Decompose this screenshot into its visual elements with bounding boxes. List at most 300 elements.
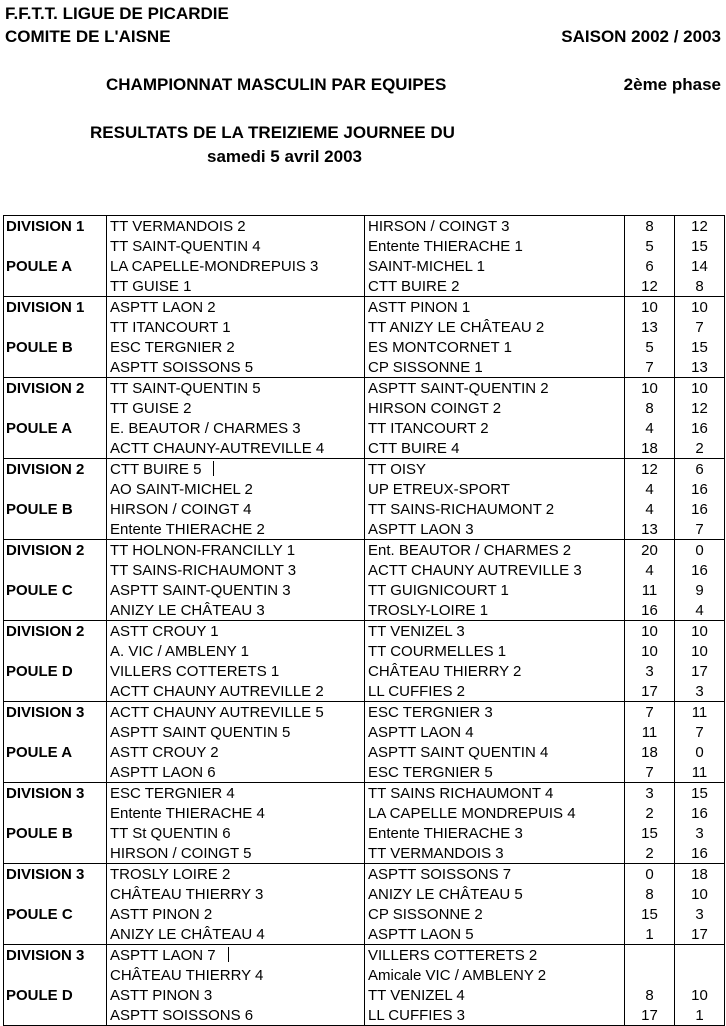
poule-label: POULE C	[4, 580, 107, 600]
match-row	[4, 803, 725, 823]
home-score: 7	[625, 762, 675, 783]
away-team: TT SAINS RICHAUMONT 4	[365, 783, 625, 804]
home-team: TROSLY LOIRE 2	[110, 865, 231, 883]
home-team-cell	[107, 236, 365, 256]
match-row	[4, 438, 725, 459]
away-score: 7	[675, 317, 725, 337]
match-row	[4, 479, 725, 499]
empty-label-cell	[4, 317, 107, 337]
match-row	[4, 236, 725, 256]
home-score: 11	[625, 722, 675, 742]
home-score: 10	[625, 621, 675, 642]
away-team: TT ANIZY LE CHÂTEAU 2	[365, 317, 625, 337]
match-row	[4, 965, 725, 985]
away-team: ACTT CHAUNY AUTREVILLE 3	[365, 560, 625, 580]
home-team: Entente THIERACHE 4	[110, 804, 265, 822]
division-label: DIVISION 3	[4, 945, 107, 966]
home-team: TT GUISE 2	[110, 399, 192, 417]
home-team: ASTT PINON 2	[110, 905, 213, 923]
home-score: 6	[625, 256, 675, 276]
division-label: DIVISION 1	[4, 297, 107, 318]
match-row	[4, 641, 725, 661]
home-team-cell	[107, 823, 365, 843]
home-team-cell	[107, 459, 365, 480]
home-score: 16	[625, 600, 675, 621]
home-team: ASPTT LAON 6	[110, 763, 216, 781]
home-team: ASTT PINON 3	[110, 986, 213, 1004]
home-score: 2	[625, 803, 675, 823]
away-team: ESC TERGNIER 5	[365, 762, 625, 783]
home-team: Entente THIERACHE 2	[110, 520, 265, 538]
away-score: 10	[675, 297, 725, 318]
away-team: ASPTT SAINT-QUENTIN 2	[365, 378, 625, 399]
home-team: ASPTT LAON 2	[110, 298, 216, 316]
away-team: ASTT PINON 1	[365, 297, 625, 318]
away-score: 0	[675, 742, 725, 762]
home-team-cell	[107, 803, 365, 823]
home-team: ANIZY LE CHÂTEAU 3	[110, 601, 265, 619]
match-row	[4, 216, 725, 237]
away-team: TT COURMELLES 1	[365, 641, 625, 661]
results-title: RESULTATS DE LA TREIZIEME JOURNEE DU	[90, 123, 455, 142]
home-team-cell	[107, 702, 365, 723]
poule-label: POULE A	[4, 256, 107, 276]
home-score: 17	[625, 681, 675, 702]
away-score: 16	[675, 418, 725, 438]
empty-label-cell	[4, 681, 107, 702]
home-score: 12	[625, 276, 675, 297]
away-score: 7	[675, 519, 725, 540]
away-score: 12	[675, 216, 725, 237]
match-row	[4, 540, 725, 561]
home-team-cell	[107, 216, 365, 237]
away-score: 6	[675, 459, 725, 480]
home-team-cell	[107, 1005, 365, 1026]
home-score: 8	[625, 398, 675, 418]
away-team: HIRSON / COINGT 3	[365, 216, 625, 237]
poule-label: POULE B	[4, 337, 107, 357]
match-row	[4, 924, 725, 945]
home-team-cell	[107, 499, 365, 519]
away-score: 10	[675, 985, 725, 1005]
empty-label-cell	[4, 843, 107, 864]
empty-label-cell	[4, 965, 107, 985]
home-score: 13	[625, 519, 675, 540]
away-team: LL CUFFIES 3	[365, 1005, 625, 1026]
division-label: DIVISION 3	[4, 702, 107, 723]
home-team: VILLERS COTTERETS 1	[110, 662, 280, 680]
division-label: DIVISION 2	[4, 459, 107, 480]
away-score	[675, 945, 725, 966]
away-team: Entente THIERACHE 1	[365, 236, 625, 256]
away-team: ASPTT SAINT QUENTIN 4	[365, 742, 625, 762]
division-group	[4, 378, 725, 459]
away-score: 16	[675, 843, 725, 864]
home-team: TT St QUENTIN 6	[110, 824, 231, 842]
division-group	[4, 540, 725, 621]
away-score: 3	[675, 823, 725, 843]
away-score: 2	[675, 438, 725, 459]
away-team: Entente THIERACHE 3	[365, 823, 625, 843]
org-line-2: COMITE DE L'AISNE	[5, 27, 171, 46]
home-score: 15	[625, 823, 675, 843]
home-score: 12	[625, 459, 675, 480]
away-team: TT ITANCOURT 2	[365, 418, 625, 438]
away-score: 17	[675, 661, 725, 681]
home-team: ESC TERGNIER 2	[110, 338, 235, 356]
away-score: 7	[675, 722, 725, 742]
division-label: DIVISION 2	[4, 540, 107, 561]
poule-label: POULE B	[4, 499, 107, 519]
away-team: Amicale VIC / AMBLENY 2	[365, 965, 625, 985]
match-row	[4, 762, 725, 783]
home-team: LA CAPELLE-MONDREPUIS 3	[110, 257, 319, 275]
phase-label: 2ème phase	[623, 75, 721, 94]
away-score: 3	[675, 681, 725, 702]
poule-label: POULE A	[4, 742, 107, 762]
home-team: CHÂTEAU THIERRY 3	[110, 885, 264, 903]
empty-label-cell	[4, 641, 107, 661]
away-score: 14	[675, 256, 725, 276]
home-score: 18	[625, 742, 675, 762]
home-team: ACTT CHAUNY AUTREVILLE 2	[110, 682, 324, 700]
home-team: E. BEAUTOR / CHARMES 3	[110, 419, 301, 437]
home-team: ASTT CROUY 1	[110, 622, 219, 640]
match-row	[4, 337, 725, 357]
home-team-cell	[107, 742, 365, 762]
empty-label-cell	[4, 357, 107, 378]
home-team: ASPTT SAINT-QUENTIN 3	[110, 581, 291, 599]
home-team-cell	[107, 540, 365, 561]
empty-label-cell	[4, 924, 107, 945]
home-score: 10	[625, 378, 675, 399]
home-team: TT HOLNON-FRANCILLY 1	[110, 541, 296, 559]
match-row	[4, 600, 725, 621]
home-team: A. VIC / AMBLENY 1	[110, 642, 249, 660]
division-group	[4, 297, 725, 378]
poule-label: POULE D	[4, 661, 107, 681]
home-team: CTT BUIRE 5	[110, 460, 202, 478]
poule-label: POULE B	[4, 823, 107, 843]
division-group	[4, 216, 725, 297]
away-team: ESC TERGNIER 3	[365, 702, 625, 723]
home-team: ACTT CHAUNY AUTREVILLE 5	[110, 703, 324, 721]
results-date: samedi 5 avril 2003	[207, 147, 363, 166]
division-label: DIVISION 3	[4, 864, 107, 885]
home-score: 10	[625, 641, 675, 661]
away-team: SAINT-MICHEL 1	[365, 256, 625, 276]
away-score: 16	[675, 560, 725, 580]
home-score: 4	[625, 560, 675, 580]
away-score: 0	[675, 540, 725, 561]
home-team-cell	[107, 641, 365, 661]
home-team-cell	[107, 580, 365, 600]
home-team-cell	[107, 945, 365, 966]
away-team: TT VERMANDOIS 3	[365, 843, 625, 864]
org-line-1: F.F.T.T. LIGUE DE PICARDIE	[5, 4, 229, 23]
home-score: 3	[625, 783, 675, 804]
empty-label-cell	[4, 884, 107, 904]
match-row	[4, 560, 725, 580]
home-team-cell	[107, 276, 365, 297]
home-team-cell	[107, 479, 365, 499]
match-row	[4, 499, 725, 519]
away-team: Ent. BEAUTOR / CHARMES 2	[365, 540, 625, 561]
away-team: ASPTT LAON 5	[365, 924, 625, 945]
match-row	[4, 681, 725, 702]
home-team-cell	[107, 762, 365, 783]
home-score: 2	[625, 843, 675, 864]
poule-label: POULE A	[4, 418, 107, 438]
away-team: TT VENIZEL 3	[365, 621, 625, 642]
away-score: 15	[675, 337, 725, 357]
away-team: ANIZY LE CHÂTEAU 5	[365, 884, 625, 904]
away-score: 11	[675, 702, 725, 723]
season-label: SAISON 2002 / 2003	[561, 27, 721, 46]
home-team: TT VERMANDOIS 2	[110, 217, 246, 235]
home-team-cell	[107, 317, 365, 337]
match-row	[4, 276, 725, 297]
match-row	[4, 722, 725, 742]
home-team: ASPTT SOISSONS 6	[110, 1006, 254, 1024]
home-team: ASPTT LAON 7	[110, 946, 216, 964]
home-team-cell	[107, 884, 365, 904]
away-score: 16	[675, 803, 725, 823]
match-row	[4, 580, 725, 600]
division-label: DIVISION 2	[4, 378, 107, 399]
away-score: 9	[675, 580, 725, 600]
home-score: 8	[625, 216, 675, 237]
away-team: CP SISSONNE 2	[365, 904, 625, 924]
away-score: 15	[675, 783, 725, 804]
empty-label-cell	[4, 479, 107, 499]
away-score: 15	[675, 236, 725, 256]
match-row	[4, 519, 725, 540]
away-team: VILLERS COTTERETS 2	[365, 945, 625, 966]
away-score: 16	[675, 479, 725, 499]
empty-label-cell	[4, 276, 107, 297]
cursor-bar	[228, 947, 229, 962]
match-row	[4, 823, 725, 843]
away-team: CP SISSONNE 1	[365, 357, 625, 378]
empty-label-cell	[4, 1005, 107, 1026]
away-score: 4	[675, 600, 725, 621]
division-label: DIVISION 2	[4, 621, 107, 642]
match-row	[4, 661, 725, 681]
home-team: CHÂTEAU THIERRY 4	[110, 966, 264, 984]
away-team: CTT BUIRE 4	[365, 438, 625, 459]
home-score: 17	[625, 1005, 675, 1026]
home-score	[625, 945, 675, 966]
home-team-cell	[107, 621, 365, 642]
home-score: 8	[625, 884, 675, 904]
away-score: 10	[675, 641, 725, 661]
match-row	[4, 418, 725, 438]
home-team: HIRSON / COINGT 5	[110, 844, 252, 862]
match-row	[4, 702, 725, 723]
match-row	[4, 864, 725, 885]
match-row	[4, 945, 725, 966]
away-score: 3	[675, 904, 725, 924]
away-score: 8	[675, 276, 725, 297]
division-label: DIVISION 1	[4, 216, 107, 237]
home-score: 7	[625, 357, 675, 378]
home-team: ANIZY LE CHÂTEAU 4	[110, 925, 265, 943]
away-score: 10	[675, 378, 725, 399]
home-score: 15	[625, 904, 675, 924]
home-team-cell	[107, 600, 365, 621]
home-team-cell	[107, 681, 365, 702]
match-row	[4, 621, 725, 642]
away-score: 1	[675, 1005, 725, 1026]
division-group	[4, 621, 725, 702]
away-team: ES MONTCORNET 1	[365, 337, 625, 357]
home-score: 8	[625, 985, 675, 1005]
match-row	[4, 357, 725, 378]
home-score: 11	[625, 580, 675, 600]
home-team: HIRSON / COINGT 4	[110, 500, 252, 518]
away-score: 12	[675, 398, 725, 418]
away-score: 13	[675, 357, 725, 378]
away-team: ASPTT LAON 4	[365, 722, 625, 742]
home-team: TT SAINT-QUENTIN 5	[110, 379, 261, 397]
home-team: TT ITANCOURT 1	[110, 318, 231, 336]
home-score: 3	[625, 661, 675, 681]
empty-label-cell	[4, 803, 107, 823]
away-team: LL CUFFIES 2	[365, 681, 625, 702]
home-team-cell	[107, 398, 365, 418]
home-score: 4	[625, 418, 675, 438]
home-team-cell	[107, 357, 365, 378]
home-team: ASPTT SAINT QUENTIN 5	[110, 723, 291, 741]
away-team: CTT BUIRE 2	[365, 276, 625, 297]
home-team-cell	[107, 438, 365, 459]
match-row	[4, 904, 725, 924]
empty-label-cell	[4, 722, 107, 742]
home-team: TT SAINS-RICHAUMONT 3	[110, 561, 297, 579]
empty-label-cell	[4, 762, 107, 783]
home-team-cell	[107, 297, 365, 318]
away-team: UP ETREUX-SPORT	[365, 479, 625, 499]
poule-label: POULE D	[4, 985, 107, 1005]
match-row	[4, 256, 725, 276]
home-team: ESC TERGNIER 4	[110, 784, 235, 802]
home-team-cell	[107, 864, 365, 885]
empty-label-cell	[4, 600, 107, 621]
home-score: 7	[625, 702, 675, 723]
home-score: 20	[625, 540, 675, 561]
match-row	[4, 459, 725, 480]
home-team: TT SAINT-QUENTIN 4	[110, 237, 261, 255]
home-score: 10	[625, 297, 675, 318]
match-row	[4, 378, 725, 399]
home-team-cell	[107, 985, 365, 1005]
home-score: 4	[625, 499, 675, 519]
match-row	[4, 742, 725, 762]
results-table	[3, 215, 725, 1026]
championship-title: CHAMPIONNAT MASCULIN PAR EQUIPES	[106, 75, 447, 94]
empty-label-cell	[4, 438, 107, 459]
match-row	[4, 783, 725, 804]
home-team-cell	[107, 418, 365, 438]
away-team: TT OISY	[365, 459, 625, 480]
home-team-cell	[107, 560, 365, 580]
division-group	[4, 702, 725, 783]
away-team: TT GUIGNICOURT 1	[365, 580, 625, 600]
home-team: ACTT CHAUNY-AUTREVILLE 4	[110, 439, 325, 457]
away-score: 18	[675, 864, 725, 885]
away-team: LA CAPELLE MONDREPUIS 4	[365, 803, 625, 823]
home-team: ASTT CROUY 2	[110, 743, 219, 761]
empty-label-cell	[4, 398, 107, 418]
match-row	[4, 317, 725, 337]
away-team: TROSLY-LOIRE 1	[365, 600, 625, 621]
division-group	[4, 783, 725, 864]
away-team: TT VENIZEL 4	[365, 985, 625, 1005]
away-score: 10	[675, 884, 725, 904]
home-score: 0	[625, 864, 675, 885]
home-team-cell	[107, 722, 365, 742]
home-team-cell	[107, 519, 365, 540]
home-score	[625, 965, 675, 985]
empty-label-cell	[4, 560, 107, 580]
division-group	[4, 864, 725, 945]
away-score: 16	[675, 499, 725, 519]
match-row	[4, 985, 725, 1005]
cursor-bar	[213, 461, 214, 476]
empty-label-cell	[4, 236, 107, 256]
home-score: 13	[625, 317, 675, 337]
poule-label: POULE C	[4, 904, 107, 924]
away-score: 17	[675, 924, 725, 945]
home-score: 4	[625, 479, 675, 499]
home-team-cell	[107, 337, 365, 357]
home-team: ASPTT SOISSONS 5	[110, 358, 254, 376]
home-score: 5	[625, 236, 675, 256]
away-team: ASPTT LAON 3	[365, 519, 625, 540]
home-score: 18	[625, 438, 675, 459]
match-row	[4, 1005, 725, 1026]
away-score: 10	[675, 621, 725, 642]
division-group	[4, 459, 725, 540]
home-team: AO SAINT-MICHEL 2	[110, 480, 253, 498]
match-row	[4, 843, 725, 864]
empty-label-cell	[4, 519, 107, 540]
away-team: CHÂTEAU THIERRY 2	[365, 661, 625, 681]
away-team: TT SAINS-RICHAUMONT 2	[365, 499, 625, 519]
division-group	[4, 945, 725, 1026]
home-team-cell	[107, 256, 365, 276]
division-label: DIVISION 3	[4, 783, 107, 804]
home-team-cell	[107, 924, 365, 945]
home-team: TT GUISE 1	[110, 277, 192, 295]
match-row	[4, 398, 725, 418]
home-team-cell	[107, 783, 365, 804]
match-row	[4, 884, 725, 904]
home-team-cell	[107, 378, 365, 399]
match-row	[4, 297, 725, 318]
home-score: 5	[625, 337, 675, 357]
away-team: ASPTT SOISSONS 7	[365, 864, 625, 885]
away-team: HIRSON COINGT 2	[365, 398, 625, 418]
home-team-cell	[107, 904, 365, 924]
away-score	[675, 965, 725, 985]
home-team-cell	[107, 965, 365, 985]
home-score: 1	[625, 924, 675, 945]
away-score: 11	[675, 762, 725, 783]
home-team-cell	[107, 843, 365, 864]
home-team-cell	[107, 661, 365, 681]
